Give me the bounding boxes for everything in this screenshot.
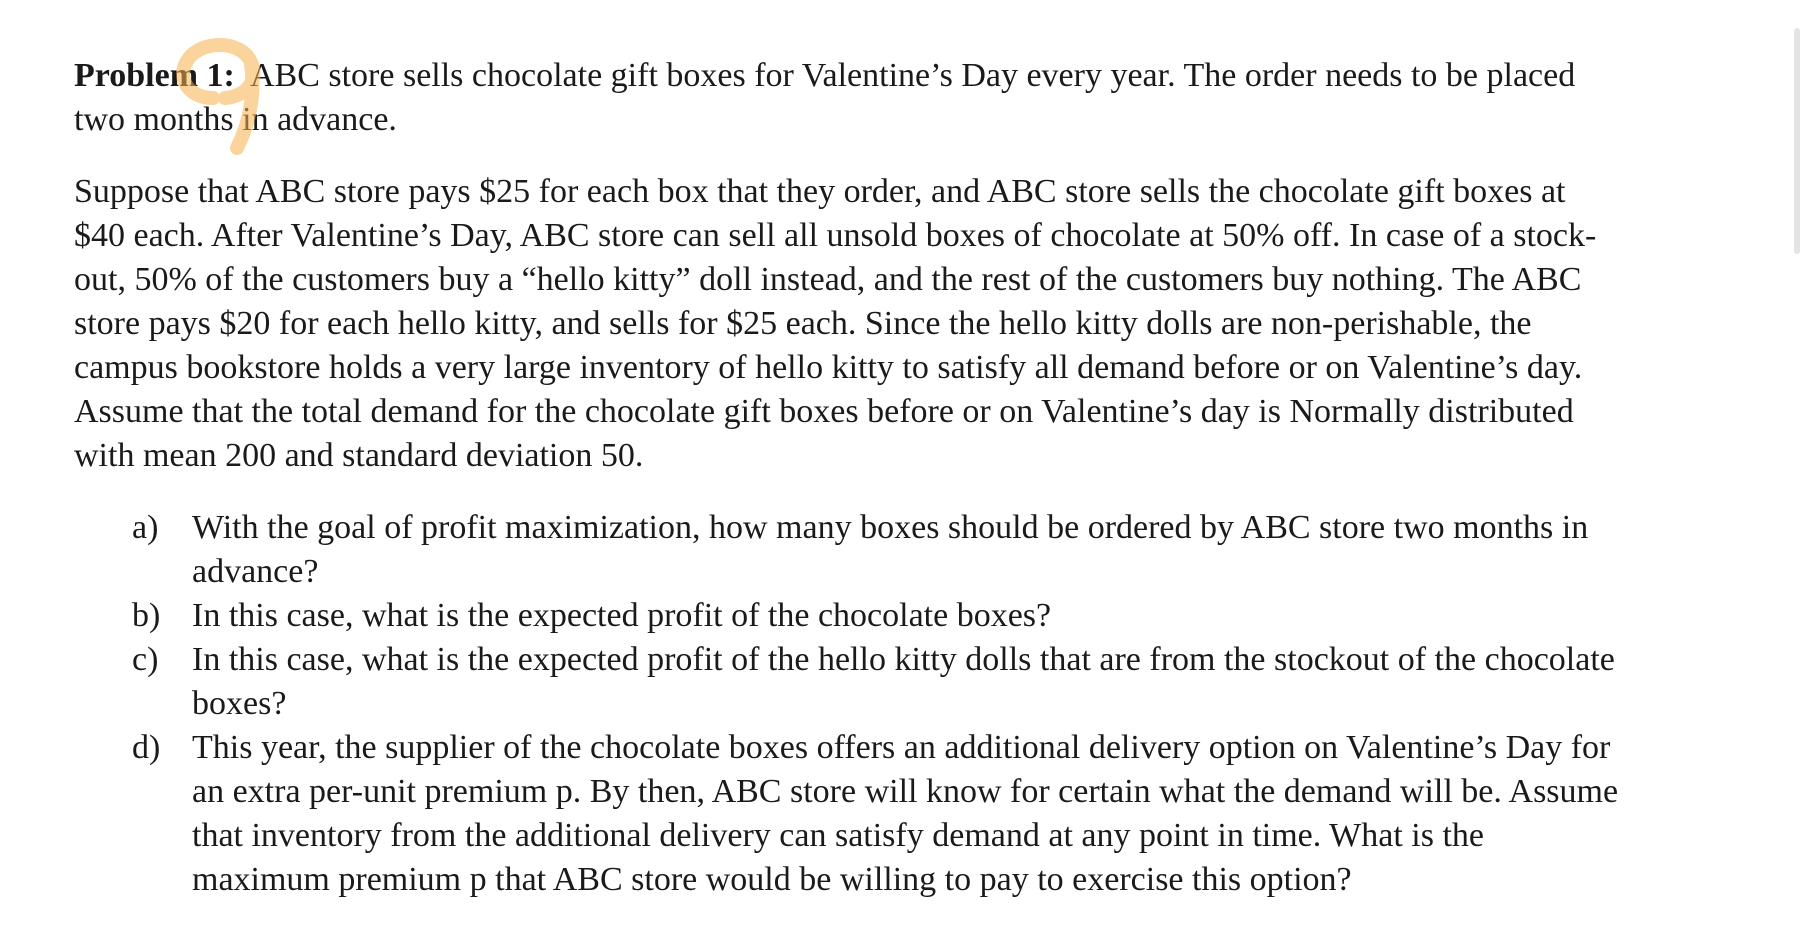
problem-intro (74, 54, 1619, 142)
question-text: With the goal of profit maximization, how many boxes should be ordered by ABC store two months in advance? (192, 509, 1589, 590)
question-text: In this case, what is the expected profit of the chocolate boxes? (192, 597, 1052, 634)
problem-intro-text: ABC store sells chocolate gift boxes for Valentine’s Day every year. The order needs to be placed two months in advance. (74, 57, 1576, 138)
problem-content (74, 54, 1619, 902)
question-letter: a) (132, 509, 159, 546)
problem-label: Problem 1 (74, 57, 224, 94)
question-letter: c) (132, 641, 159, 678)
problem-body: Suppose that ABC store pays $25 for each box that they order, and ABC store sells the chocolate gift boxes at $40 each. After Valentine’s Day, ABC store can sell all unsold boxes of chocolate at 50% off. In case of a stock-out, 50% of the customers buy a “hello kitty” doll instead, and the rest of the customers buy nothing. The ABC store pays $20 for each hello kitty, and sells for $25 each. Since the hello kitty dolls are non-perishable, the campus bookstore holds a very large inventory of hello kitty to satisfy all demand before or on Valentine’s day. Assume that the total demand for the chocolate gift boxes before or on Valentine’s day is Normally distributed with mean 200 and standard deviation 50. (74, 173, 1597, 474)
question-letter: d) (132, 729, 161, 766)
question-letter: b) (132, 597, 161, 634)
question-d (74, 726, 1619, 902)
question-a (74, 506, 1619, 594)
problem-label-colon: : (223, 57, 235, 94)
question-text: This year, the supplier of the chocolate boxes offers an additional delivery option on Valentine’s Day for an extra per-unit premium p. By then, ABC store will know for certain what the demand will be. Assume that inventory from the additional delivery can satisfy demand at any point in time. What is the maximum premium p that ABC store would be willing to pay to exercise this option? (192, 729, 1619, 898)
question-b (74, 594, 1619, 638)
question-c (74, 638, 1619, 726)
scrollbar[interactable] (1794, 28, 1800, 254)
question-text: In this case, what is the expected profit of the hello kitty dolls that are from the stockout of the chocolate boxes? (192, 641, 1615, 722)
question-list (74, 506, 1619, 902)
